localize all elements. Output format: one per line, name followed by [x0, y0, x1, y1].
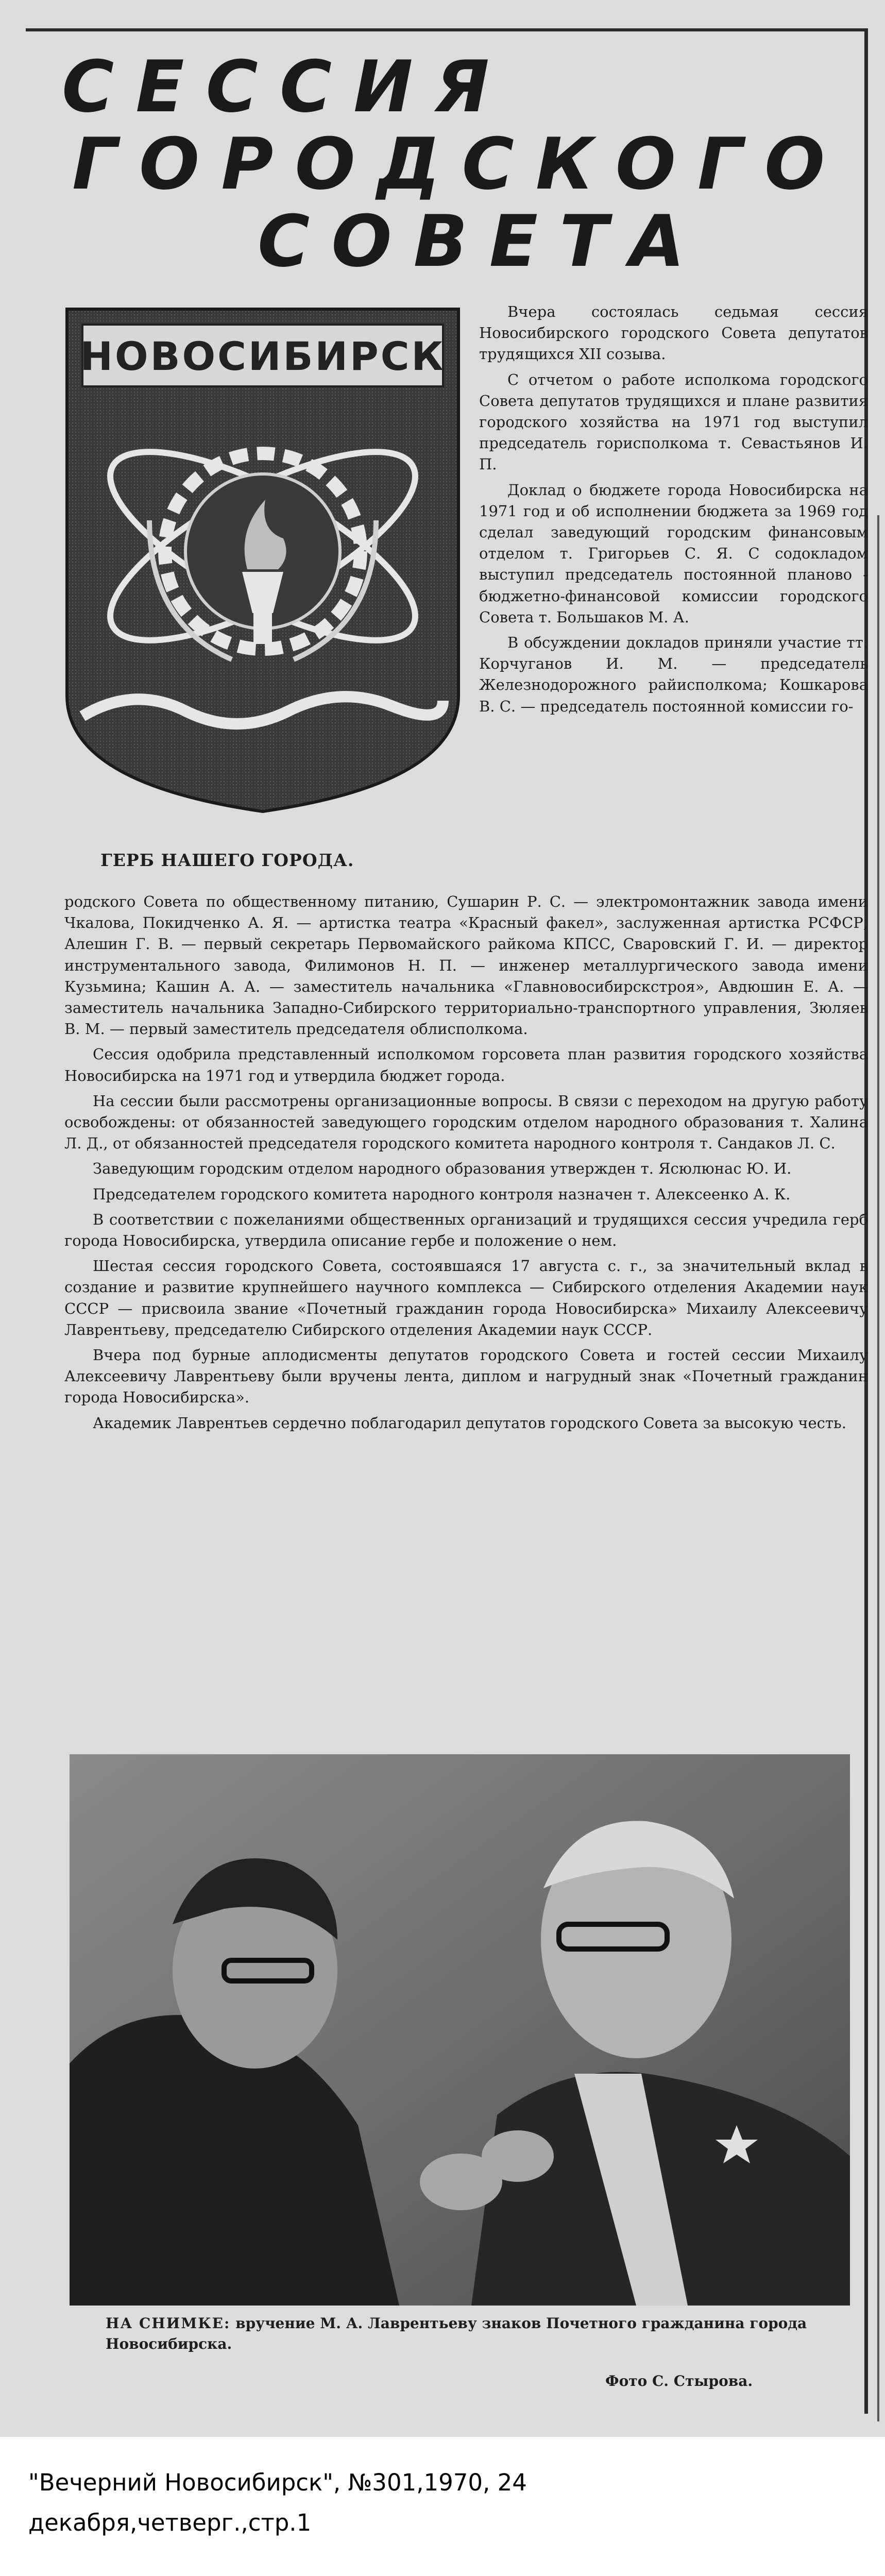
headline-line-2: ГОРОДСКОГО	[72, 123, 847, 206]
article-full-width	[64, 891, 868, 1741]
article-paragraph: В обсуждении докладов приняли участие тт. Корчуганов И. М. — председатель Железнодорожного райисполкома; Кошкарова В. С. — председатель постоянной комиссии го-	[479, 634, 868, 715]
article-paragraph: В соответствии с пожеланиями общественных организаций и трудящихся сессия учредила герб города Новосибирска, утвердила описание гербе и положение о нем.	[64, 1210, 868, 1250]
source-citation-line-1: "Вечерний Новосибирск", №301,1970, 24	[28, 2469, 527, 2496]
article-paragraph: На сессии были рассмотрены организационные вопросы. В связи с переходом на другую работу освобождены: от обязанностей заведующего городским отделом народного образования т. Халина Л. Д., от обязанностей председателя городского комитета народного контроля т. Сандаков Л. С.	[64, 1092, 868, 1153]
photo-caption-text: вручение М. А. Лаврентьеву знаков Почетного гражданина города Новосибирска.	[106, 2315, 807, 2352]
photo-caption	[106, 2313, 842, 2365]
headline-line-3: СОВЕТА	[258, 200, 706, 283]
headline	[52, 45, 847, 286]
city-coat-of-arms	[62, 304, 464, 814]
source-citation	[28, 2463, 750, 2545]
article-paragraph: Вчера под бурные аплодисменты депутатов городского Совета и гостей сессии Михаилу Алексеевичу Лаврентьеву были вручены лента, диплом и нагрудный знак «Почетный гражданин города Новосибирска».	[64, 1346, 868, 1406]
source-citation-line-2: декабря,четверг.,стр.1	[28, 2509, 312, 2536]
article-paragraph: Академик Лаврентьев сердечно поблагодарил депутатов городского Совета за высокую честь.	[93, 1414, 846, 1432]
article-paragraph: Вчера состоялась седьмая сессия Новосибирского городского Совета депутатов трудящихся XII созыва.	[479, 303, 868, 363]
news-photo	[70, 1754, 850, 2306]
article-paragraph: Председателем городского комитета народного контроля назначен т. Алексеенко А. К.	[93, 1185, 791, 1203]
article-paragraph: Доклад о бюджете города Новосибирска на 1971 год и об исполнении бюджета за 1969 год сделал заведующий городским финансовым отделом т. Григорьев С. Я. С содокладом выступил председатель постоянной планово - бюджетно-финансовой комиссии городского Совета т. Большаков М. А.	[479, 481, 868, 626]
clipping-right-rule	[877, 515, 879, 2421]
article-paragraph: Шестая сессия городского Совета, состоявшаяся 17 августа с. г., за значительный вклад в создание и развитие крупнейшего научного комплекса — Сибирского отделения Академии наук СССР — присвоила звание «Почетный гражданин города Новосибирска» Михаилу Алексеевичу Лаврентьеву, председателю Сибирского отделения Академии наук СССР.	[64, 1257, 868, 1338]
article-right-column	[479, 301, 868, 925]
article-paragraph: С отчетом о работе исполкома городского Совета депутатов трудящихся и плане развития городского хозяйства на 1971 год выступил председатель горисполкома т. Севастьянов И. П.	[479, 370, 868, 473]
article-paragraph-continued: родского Совета по общественному питанию, Сушарин Р. С. — электромонтажник завода имени Чкалова, Покидченко А. Я. — артистка театра «Красный факел», заслуженная артистка РСФСР, Алешин Г. В. — первый секретарь Первомайского райкома КПСС, Сваровский Г. И. — директор инструментального завода, Филимонов Н. П. — инженер металлургического завода имени Кузьмина; Кашин А. А. — заместитель начальника «Главновосибирскстроя», Авдюшин Е. А. — заместитель начальника Западно-Сибирского территориально-транспортного управления, Зюляев В. М. — первый заместитель председателя облисполкома.	[64, 893, 868, 1038]
photo-credit: Фото С. Стырова.	[605, 2372, 753, 2389]
city-name: НОВОСИБИРСК	[80, 333, 446, 379]
article-paragraph: Заведующим городским отделом народного образования утвержден т. Ясюлюнас Ю. И.	[93, 1160, 792, 1178]
article-paragraph: Сессия одобрила представленный исполкомом горсовета план развития городского хозяйства Новосибирска на 1971 год и утвердила бюджет города.	[64, 1045, 868, 1084]
photo-caption-label: НА СНИМКЕ:	[106, 2315, 231, 2332]
headline-line-1: СЕССИЯ	[62, 45, 511, 128]
emblem-caption: ГЕРБ НАШЕГО ГОРОДА.	[100, 850, 354, 870]
